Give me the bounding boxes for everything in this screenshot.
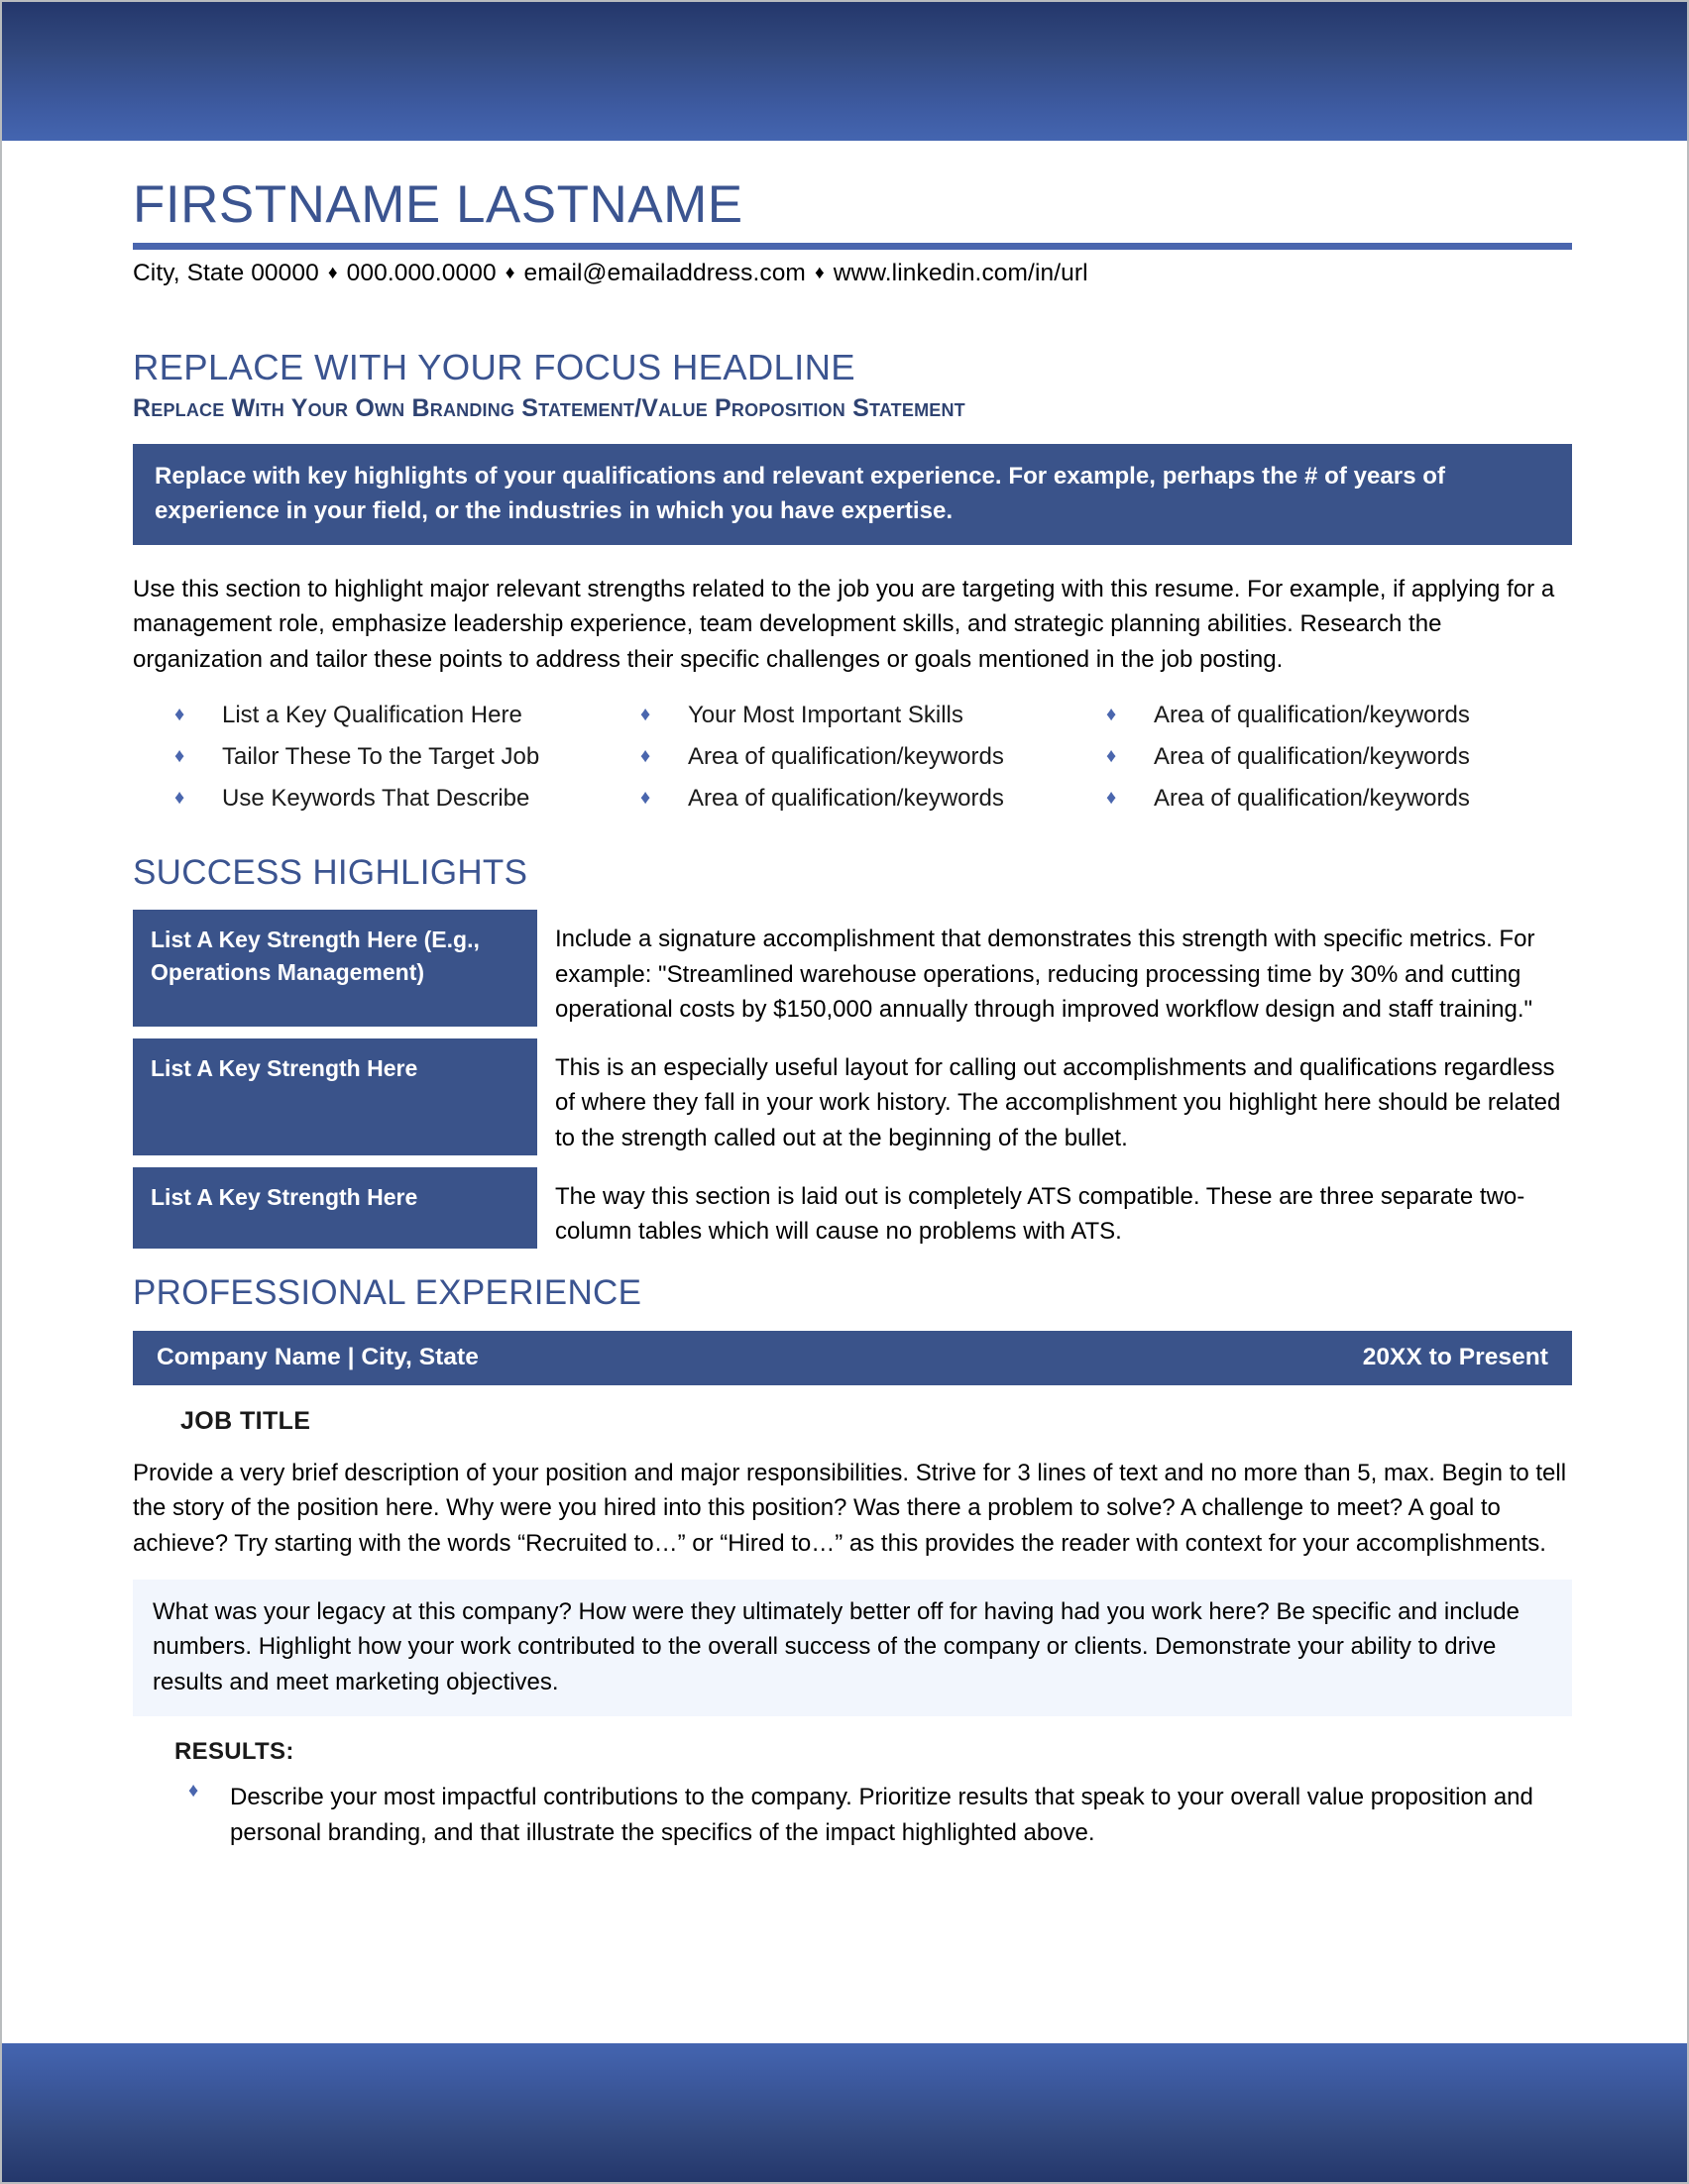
diamond-bullet-icon: ♦ bbox=[640, 786, 651, 809]
strength-label: List A Key Strength Here bbox=[133, 1167, 537, 1250]
employment-dates: 20XX to Present bbox=[1362, 1343, 1548, 1370]
diamond-bullet-icon: ♦ bbox=[174, 744, 185, 767]
company-name-location: Company Name | City, State bbox=[157, 1343, 479, 1370]
list-item bbox=[1106, 784, 1572, 828]
diamond-bullet-icon: ♦ bbox=[1106, 703, 1117, 725]
list-item bbox=[640, 784, 1106, 828]
resume-content bbox=[133, 175, 1572, 1850]
qualifications-grid bbox=[133, 701, 1572, 828]
summary-paragraph: Use this section to highlight major relevant strengths related to the job you are targeting with this resume. For example, if applying for a management role, emphasize leadership experience, team development skills, and strategic planning abilities. Research the organization and tailor these points to address their specific challenges or goals mentioned in the job posting. bbox=[133, 575, 1555, 674]
contact-phone: 000.000.0000 bbox=[346, 260, 497, 286]
success-highlight-row bbox=[133, 910, 1572, 1027]
diamond-bullet-icon: ♦ bbox=[174, 786, 185, 809]
list-item bbox=[1106, 701, 1572, 745]
section-heading-professional-experience: PROFESSIONAL EXPERIENCE bbox=[133, 1273, 642, 1313]
list-item-label: Area of qualification/keywords bbox=[688, 784, 1004, 812]
list-item bbox=[174, 784, 640, 828]
diamond-separator-icon: ♦ bbox=[814, 263, 825, 283]
list-item-label: Area of qualification/keywords bbox=[1154, 701, 1470, 728]
success-highlight-row bbox=[133, 1038, 1572, 1155]
contact-email[interactable]: email@emailaddress.com bbox=[523, 260, 806, 286]
list-item-label: Area of qualification/keywords bbox=[688, 742, 1004, 770]
diamond-separator-icon: ♦ bbox=[327, 263, 338, 283]
list-item-label: Describe your most impactful contributions to the company. Prioritize results that speak to your overall value proposition and personal branding, and that illustrate the specifics of the impact highlighted above. bbox=[230, 1784, 1533, 1846]
diamond-bullet-icon: ♦ bbox=[640, 703, 651, 725]
contact-linkedin[interactable]: www.linkedin.com/in/url bbox=[833, 260, 1088, 286]
job-description: Provide a very brief description of your position and major responsibilities. Strive for 3 lines of text and no more than 5, max. Begin to tell the story of the position here. Why were you hired into this position? Was there a problem to solve? A challenge to meet? A goal to achieve? Try starting with the words “Recruited to…” or “Hired to…” as this provides the reader with context for your accomplishments. bbox=[133, 1459, 1567, 1557]
branding-statement: Replace With Your Own Branding Statement/Value Proposition Statement bbox=[133, 393, 965, 422]
list-item-label: Area of qualification/keywords bbox=[1154, 784, 1470, 812]
strength-label: List A Key Strength Here bbox=[133, 1038, 537, 1155]
list-item bbox=[640, 742, 1106, 787]
strength-description: This is an especially useful layout for calling out accomplishments and qualifications regardless of where they fall in your work history. The accomplishment you highlight here should be related to the strength called out at the beginning of the bullet. bbox=[555, 1054, 1561, 1151]
list-item-label: List a Key Qualification Here bbox=[222, 701, 522, 728]
list-item bbox=[188, 1780, 1572, 1850]
header-divider-rule bbox=[133, 243, 1572, 250]
focus-headline: REPLACE WITH YOUR FOCUS HEADLINE bbox=[133, 346, 855, 387]
diamond-bullet-icon: ♦ bbox=[188, 1780, 199, 1802]
company-header-bar bbox=[133, 1331, 1572, 1385]
key-highlights-banner: Replace with key highlights of your qualifications and relevant experience. For example, perhaps the # of years of experience in your field, or the industries in which you have expertise. bbox=[133, 444, 1572, 544]
strength-description: Include a signature accomplishment that demonstrates this strength with specific metrics. For example: "Streamlined warehouse operations, reducing processing time by 30% and cutting operational costs by $150,000 annually through improved workflow design and staff training." bbox=[555, 926, 1535, 1023]
legacy-highlight-box: What was your legacy at this company? How were they ultimately better off for having had you work here? Be specific and include numbers. Highlight how your work contributed to the overall success of the company or clients. Demonstrate your ability to drive results and meet marketing objectives. bbox=[133, 1580, 1572, 1717]
list-item bbox=[174, 742, 640, 787]
diamond-bullet-icon: ♦ bbox=[640, 744, 651, 767]
section-heading-success-highlights: SUCCESS HIGHLIGHTS bbox=[133, 852, 528, 892]
contact-location: City, State 00000 bbox=[133, 260, 319, 286]
results-list bbox=[133, 1780, 1572, 1850]
focus-block bbox=[133, 346, 1572, 423]
diamond-separator-icon: ♦ bbox=[505, 263, 515, 283]
list-item-label: Use Keywords That Describe bbox=[222, 784, 530, 812]
results-label: RESULTS: bbox=[174, 1738, 294, 1766]
page-title: FIRSTNAME LASTNAME bbox=[133, 175, 743, 234]
job-title: JOB TITLE bbox=[180, 1406, 311, 1435]
list-item-label: Your Most Important Skills bbox=[688, 701, 963, 728]
list-item-label: Area of qualification/keywords bbox=[1154, 742, 1470, 770]
list-item bbox=[1106, 742, 1572, 787]
top-decorative-bar bbox=[2, 2, 1687, 141]
diamond-bullet-icon: ♦ bbox=[1106, 744, 1117, 767]
header-block bbox=[133, 175, 1572, 289]
strength-description: The way this section is laid out is completely ATS compatible. These are three separate two-column tables which will cause no problems with ATS. bbox=[555, 1182, 1525, 1246]
bottom-decorative-bar bbox=[2, 2043, 1687, 2182]
diamond-bullet-icon: ♦ bbox=[174, 703, 185, 725]
list-item-label: Tailor These To the Target Job bbox=[222, 742, 540, 770]
diamond-bullet-icon: ♦ bbox=[1106, 786, 1117, 809]
list-item bbox=[640, 701, 1106, 745]
strength-label: List A Key Strength Here (E.g., Operations Management) bbox=[133, 910, 537, 1027]
list-item bbox=[174, 701, 640, 745]
success-highlight-row bbox=[133, 1167, 1572, 1250]
contact-line bbox=[133, 259, 1572, 289]
